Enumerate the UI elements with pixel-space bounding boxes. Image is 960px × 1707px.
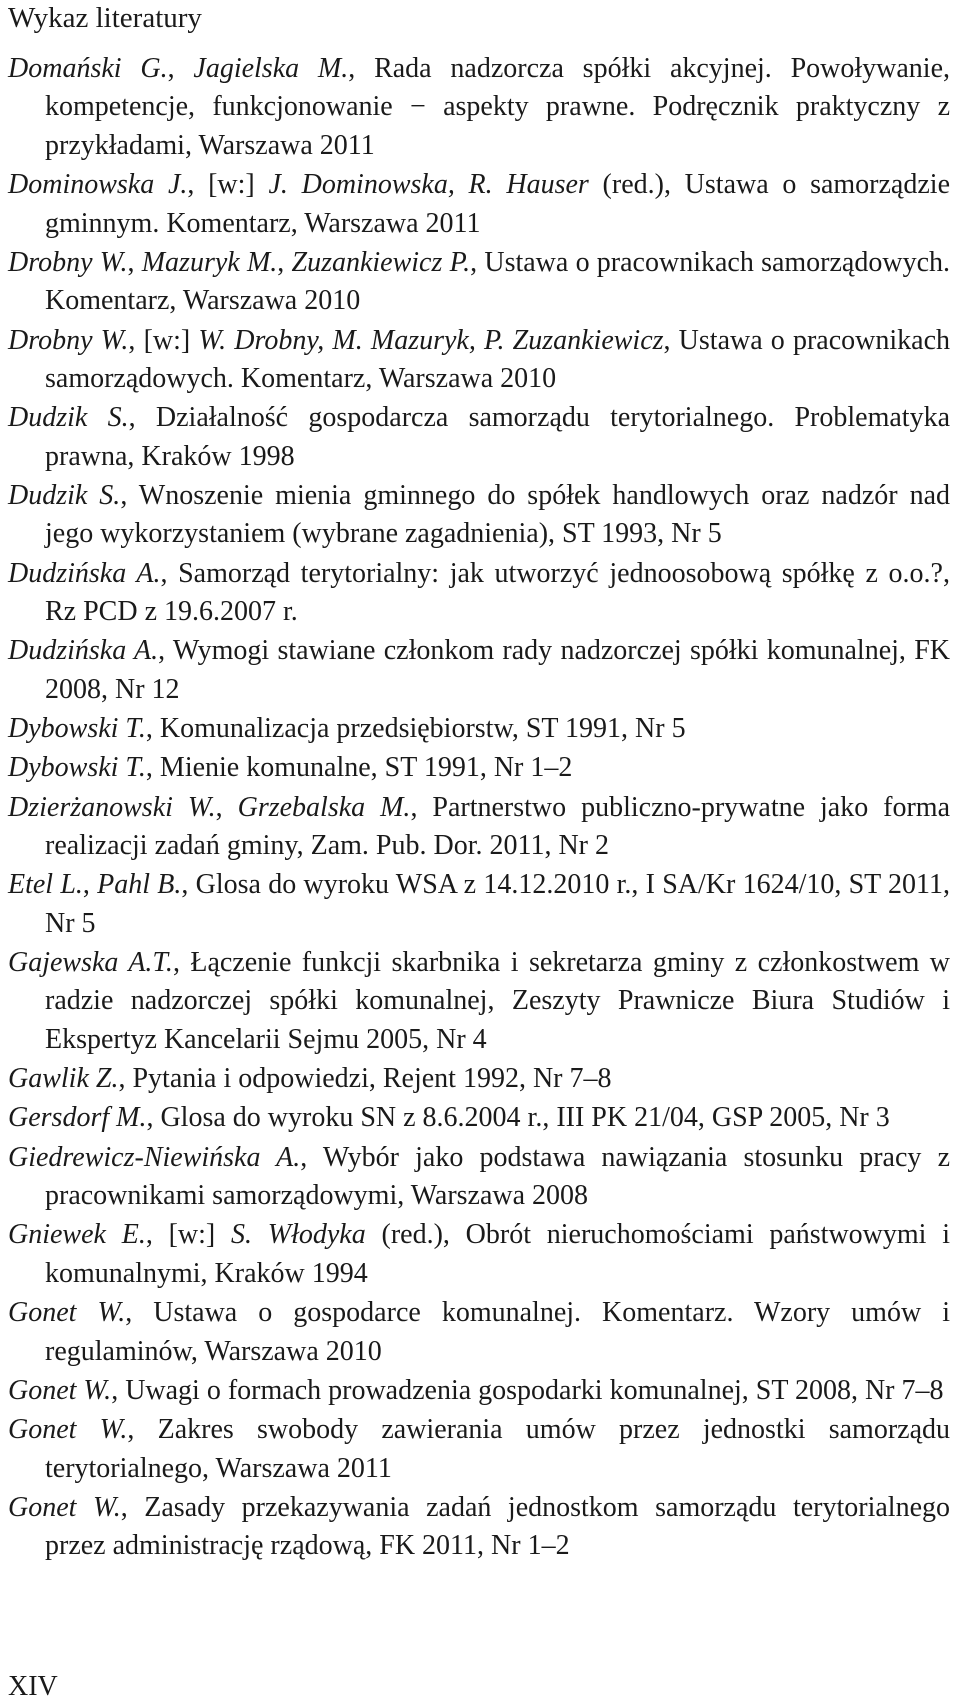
page-number: XIV <box>8 1671 58 1702</box>
entry-text: , [w:] <box>187 169 269 201</box>
entry-author: Grzebalska M. <box>237 791 411 823</box>
entry-text: , Ustawa o gospodarce komunalnej. Komentarz. Wzory umów i regulaminów, Warszawa 2010 <box>45 1297 950 1367</box>
entry-author: Dudzik S. <box>8 479 121 511</box>
entry-text: , Wnoszenie mienia gminnego do spółek handlowych oraz nadzór nad jego wykorzystaniem (wybrane zagadnienia), ST 1993, Nr 5 <box>45 479 950 550</box>
entry-author: Gonet W. <box>8 1297 126 1329</box>
bibliography-entry <box>8 1489 950 1566</box>
entry-text: , <box>82 869 98 901</box>
bibliography-entry <box>8 1372 950 1410</box>
entry-author: Gajewska A.T. <box>8 947 173 979</box>
entry-text: , Działalność gospodarcza samorządu terytorialnego. Problematyka prawna, Kraków 1998 <box>45 402 951 472</box>
entry-text: (red.), Obrót nieruchomościami państwowymi i komunalnymi, Kraków 1994 <box>45 1219 951 1289</box>
bibliography-entry <box>8 789 950 866</box>
bibliography-entry <box>8 399 950 476</box>
entry-author: Drobny W. <box>8 246 128 278</box>
bibliography-entry <box>8 866 950 943</box>
entry-author: S. Włodyka <box>231 1219 366 1251</box>
bibliography-entry <box>8 632 950 709</box>
entry-author: Dzierżanowski W. <box>8 791 216 823</box>
bibliography-list <box>8 50 950 1567</box>
entry-text: , Wybór jako podstawa nawiązania stosunku pracy z pracownikami samorządowymi, Warszawa 2008 <box>45 1141 951 1212</box>
bibliography-entry <box>8 944 950 1059</box>
entry-text: , <box>215 791 238 823</box>
entry-author: Dudzik S. <box>8 402 129 434</box>
entry-author: Gonet W. <box>8 1374 112 1406</box>
bibliography-entry <box>8 50 950 165</box>
entry-author: Gonet W. <box>8 1491 121 1523</box>
entry-text: , [w:] <box>145 1219 232 1251</box>
entry-text: , Pytania i odpowiedzi, Rejent 1992, Nr 7–8 <box>118 1063 612 1095</box>
entry-text: , Samorząd terytorialny: jak utworzyć jednoosobową spółkę z o.o.?, Rz PCD z 19.6.2007 r. <box>45 557 950 628</box>
bibliography-entry <box>8 749 950 787</box>
entry-author: Gniewek E. <box>8 1219 146 1251</box>
entry-text: , Uwagi o formach prowadzenia gospodarki komunalnej, ST 2008, Nr 7–8 <box>111 1374 944 1406</box>
entry-author: Mazuryk M. <box>141 246 278 278</box>
entry-text: , Wymogi stawiane członkom rady nadzorczej spółki komunalnej, FK 2008, Nr 12 <box>45 635 950 705</box>
entry-author: W. Drobny, M. Mazuryk, P. Zuzankiewicz <box>198 324 664 356</box>
entry-text: , Mienie komunalne, ST 1991, Nr 1–2 <box>145 752 573 784</box>
bibliography-entry <box>8 555 950 632</box>
entry-author: Dudzińska A. <box>8 557 161 589</box>
bibliography-entry <box>8 477 950 554</box>
bibliography-entry <box>8 1139 950 1216</box>
entry-author: Dominowska J. <box>8 169 188 201</box>
page-heading: Wykaz literatury <box>8 2 202 34</box>
bibliography-entry <box>8 1294 950 1371</box>
entry-author: Giedrewicz-Niewińska A. <box>8 1141 301 1173</box>
entry-author: Gawlik Z. <box>8 1063 119 1095</box>
bibliography-entry <box>8 1411 950 1488</box>
entry-text: (red.), Ustawa o samorządzie gminnym. Komentarz, Warszawa 2011 <box>45 169 950 239</box>
entry-author: Domański G. <box>8 53 168 84</box>
entry-author: Etel L. <box>8 869 83 901</box>
entry-text: , Zakres swobody zawierania umów przez jednostki samorządu terytorialnego, Warszawa 2011 <box>45 1414 951 1484</box>
entry-text: , Partnerstwo publiczno-prywatne jako forma realizacji zadań gminy, Zam. Pub. Dor. 2011, Nr 2 <box>45 791 951 862</box>
entry-text: , Zasady przekazywania zadań jednostkom samorządu terytorialnego przez administrację rządową, FK 2011, Nr 1–2 <box>45 1491 950 1562</box>
entry-text: , Ustawa o pracownikach samorządowych. Komentarz, Warszawa 2010 <box>45 324 950 394</box>
entry-author: Zuzankiewicz P. <box>291 246 471 278</box>
entry-text: , Ustawa o pracownikach samorządowych. Komentarz, Warszawa 2010 <box>45 246 950 317</box>
entry-text: , <box>277 246 292 278</box>
entry-text: , Glosa do wyroku WSA z 14.12.2010 r., I SA/Kr 1624/10, ST 2011, Nr 5 <box>45 869 950 939</box>
entry-text: , <box>167 53 194 84</box>
entry-author: Dybowski T. <box>8 752 146 784</box>
entry-text: , <box>127 246 142 278</box>
bibliography-entry <box>8 710 950 748</box>
bibliography-entry <box>8 1060 950 1098</box>
entry-text: , [w:] <box>128 324 199 356</box>
entry-author: Gersdorf M. <box>8 1102 147 1134</box>
entry-author: Pahl B. <box>97 869 182 901</box>
entry-author: Drobny W. <box>8 324 129 356</box>
entry-text: , Glosa do wyroku SN z 8.6.2004 r., III PK 21/04, GSP 2005, Nr 3 <box>146 1102 890 1134</box>
entry-text: , Rada nadzorcza spółki akcyjnej. Powoływanie, kompetencje, funkcjonowanie − aspekty prawne. Podręcznik praktyczny z przykładami, Warszawa 2011 <box>45 53 951 161</box>
entry-author: J. Dominowska, R. Hauser <box>268 169 589 201</box>
bibliography-entry <box>8 166 950 243</box>
bibliography-entry <box>8 1216 950 1293</box>
entry-author: Dybowski T. <box>8 713 146 745</box>
entry-author: Jagielska M. <box>193 53 349 84</box>
bibliography-entry <box>8 322 950 399</box>
bibliography-entry <box>8 1099 950 1137</box>
entry-text: , Łączenie funkcji skarbnika i sekretarza gminy z członkostwem w radzie nadzorczej spółki komunalnej, Zeszyty Prawnicze Biura Studiów i Ekspertyz Kancelarii Sejmu 2005, Nr 4 <box>45 947 950 1055</box>
bibliography-entry <box>8 244 950 321</box>
entry-author: Dudzińska A. <box>8 635 159 667</box>
entry-author: Gonet W. <box>8 1414 128 1446</box>
entry-text: , Komunalizacja przedsiębiorstw, ST 1991, Nr 5 <box>145 713 686 745</box>
